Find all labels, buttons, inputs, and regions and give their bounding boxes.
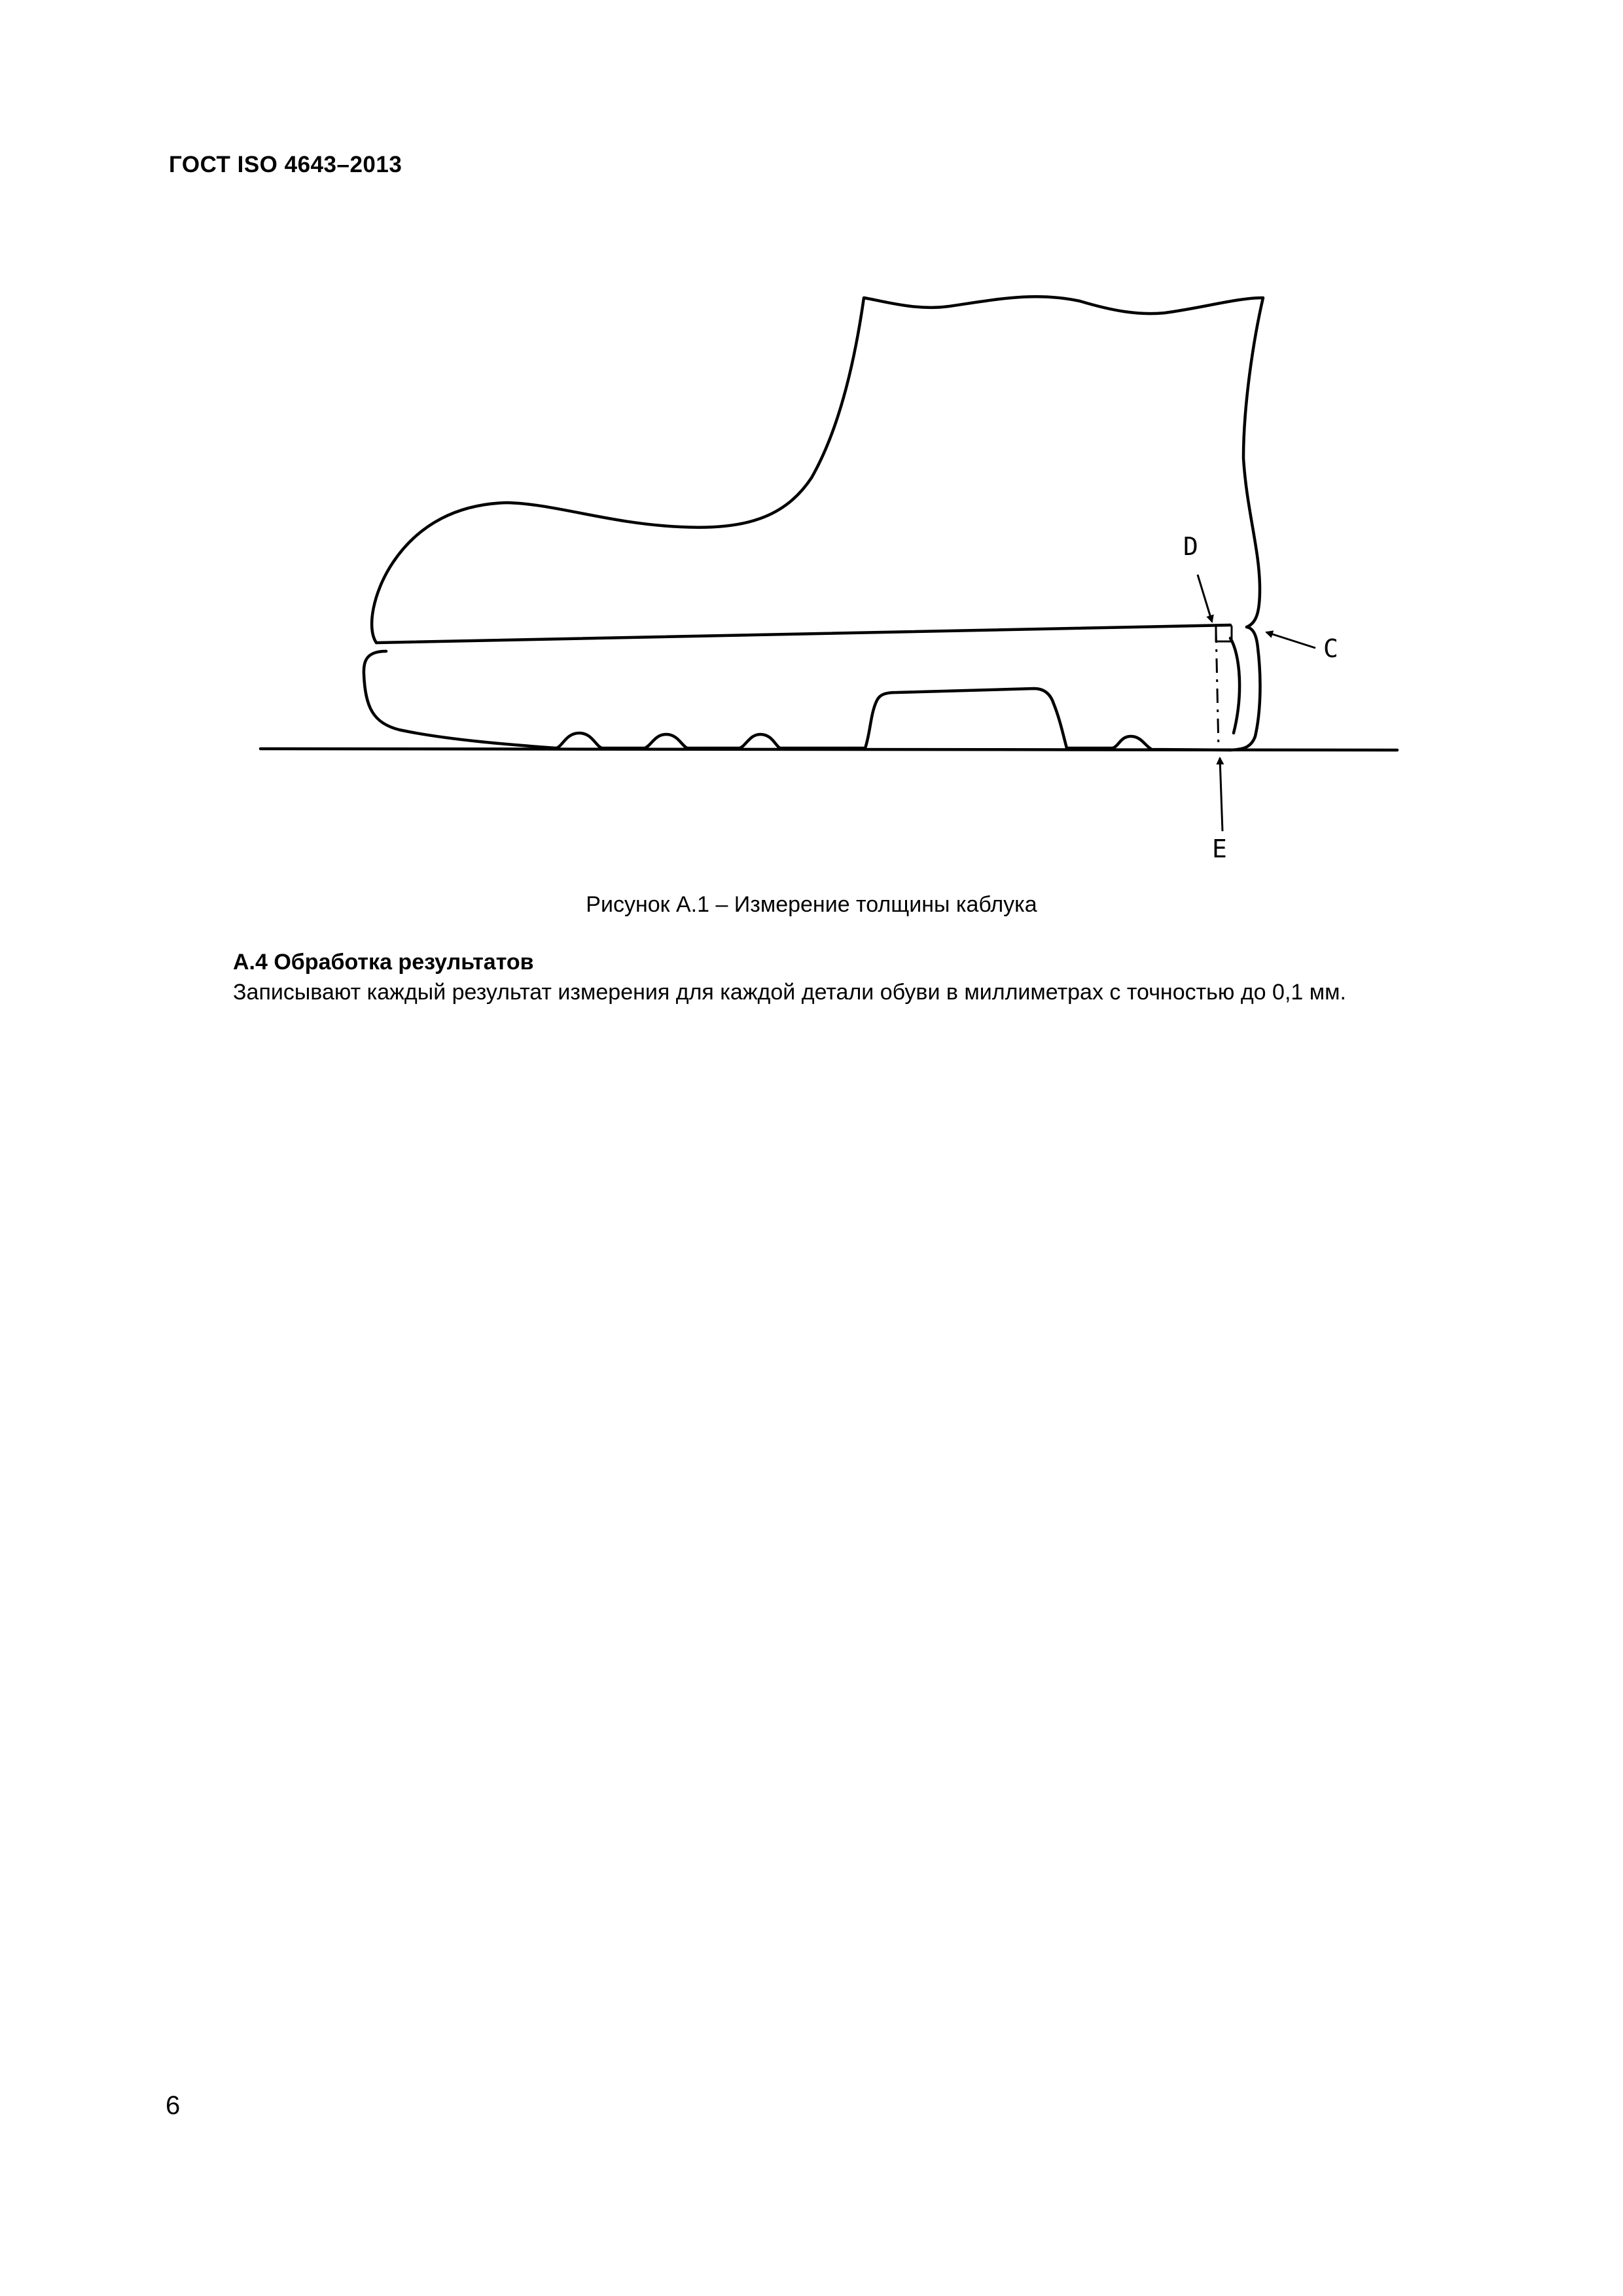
sole-top-line [376,625,1230,643]
figure-caption: Рисунок А.1 – Измерение толщины каблука [586,892,1037,917]
boot-diagram [0,0,1623,916]
label-e: E [1212,834,1227,863]
label-c: C [1323,634,1338,663]
figure-boot-drawing [0,0,1623,916]
sole-outline [364,651,1230,750]
measurement-axis [1216,628,1219,749]
arrow-c [1266,632,1315,648]
heel-inner-curve [1230,638,1240,733]
page-number: 6 [166,2091,181,2120]
boot-upper-outline [372,296,1263,643]
arrow-d [1198,575,1212,622]
section-paragraph: Записывают каждый результат измерения для каждой детали обуви в миллиметрах с точностью до 0,1 мм. [233,980,1346,1005]
page-header-standard-id: ГОСТ ISO 4643–2013 [169,152,402,177]
section-title: А.4 Обработка результатов [233,950,534,975]
label-d: D [1183,532,1198,561]
arrow-e [1220,758,1222,831]
